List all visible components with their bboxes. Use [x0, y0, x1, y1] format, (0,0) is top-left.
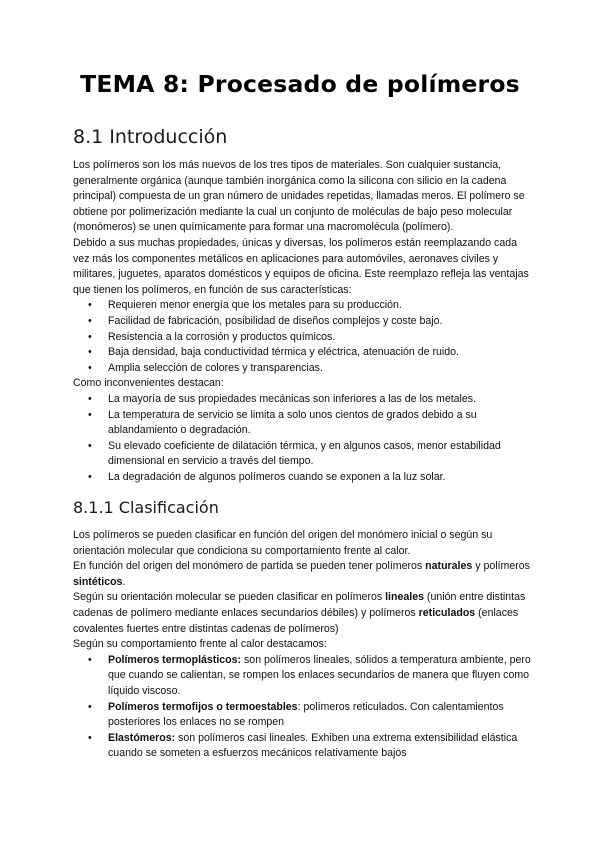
intro-body — [73, 158, 533, 485]
list-item: • Resistencia a la corrosión y productos químicos. — [73, 330, 533, 346]
list-item: • La degradación de algunos polímeros cuando se exponen a la luz solar. — [73, 470, 533, 486]
clas-paragraph-4: Según su comportamiento frente al calor destacamos: — [73, 638, 327, 651]
text-run: : polímeros reticulados. Con calentamientos posteriores los enlaces no se rompen — [108, 700, 504, 729]
text-run: En función del origen del monómero de partida se pueden tener polímeros — [73, 560, 426, 573]
list-item: • Baja densidad, baja conductividad térmica y eléctrica, atenuación de ruido. — [73, 345, 533, 361]
intro-paragraph-3: Como inconvenientes destacan: — [73, 377, 224, 390]
disadvantages-list — [73, 392, 533, 486]
list-item — [73, 731, 533, 762]
bold-term: Polímeros termofijos o termoestables — [108, 700, 298, 713]
advantages-list — [73, 298, 533, 376]
bold-term: sintéticos — [73, 575, 123, 588]
list-item — [73, 700, 533, 731]
intro-paragraph-2: Debido a sus muchas propiedades, únicas y diversas, los polímeros están reemplazando cada vez más los componentes metálicos en aplicaciones para automóviles, aeronaves civiles y militares, juguetes, aparatos domésticos y equipos de oficina. Este reemplazo refleja las ventajas que tienen los polímeros, en función de sus características: — [73, 236, 529, 296]
list-item: • Su elevado coeficiente de dilatación térmica, y en algunos casos, menor estabilidad dimensional en servicio a través del tiempo. — [73, 439, 533, 470]
heat-behaviour-list — [73, 653, 533, 762]
list-item: • Amplia selección de colores y transparencias. — [73, 361, 533, 377]
text-run: . — [122, 575, 126, 588]
heading-clasificacion: 8.1.1 Clasificación — [73, 498, 219, 517]
bold-term: lineales — [385, 591, 424, 604]
clas-paragraph-1: Los polímeros se pueden clasificar en función del origen del monómero inicial o según su orientación molecular que condiciona su comportamiento frente al calor. — [73, 529, 493, 557]
bold-term: Elastómeros: — [108, 731, 176, 744]
bold-term: reticulados — [418, 606, 476, 619]
list-item: • La temperatura de servicio se limita a solo unos cientos de grados debido a su ablandamiento o degradación. — [73, 408, 533, 439]
bold-term: naturales — [425, 560, 473, 573]
bold-term: Polímeros termoplásticos: — [108, 653, 242, 666]
list-item — [73, 653, 533, 700]
intro-paragraph-1: Los polímeros son los más nuevos de los tres tipos de materiales. Son cualquier sustancia, generalmente orgánica (aunque también inorgánica como la silicona con silicio en la cadena principal) compuesta de un gran número de unidades repetidas, llamadas meros. El polímero se obtiene por polimerización mediante la cual un conjunto de moléculas de bajo peso molecular (monómeros) se unen químicamente para formar una macromolécula (polímero). — [73, 159, 525, 234]
clas-paragraph-2 — [73, 559, 533, 590]
page-title: TEMA 8: Procesado de polímeros — [80, 70, 520, 98]
list-item: • Facilidad de fabricación, posibilidad de diseños complejos y coste bajo. — [73, 314, 533, 330]
text-run: (unión entre distintas cadenas de polímero mediante enlaces secundarios débiles) y polímeros — [73, 591, 526, 619]
text-run: son polímeros lineales, sólidos a temperatura ambiente, pero que cuando se calientan, se rompen los enlaces secundarios de manera que fluyen como líquido viscoso. — [108, 653, 531, 697]
list-item: • Requieren menor energía que los metales para su producción. — [73, 298, 533, 314]
text-run: son polímeros casi lineales. Exhiben una extrema extensibilidad elástica cuando se someten a esfuerzos mecánicos relativamente bajos — [108, 731, 518, 760]
text-run: (enlaces covalentes fuertes entre distintas cadenas de polímeros) — [73, 606, 519, 635]
text-run: Según su orientación molecular se pueden clasificar en polímeros — [73, 591, 386, 604]
heading-introduccion: 8.1 Introducción — [73, 126, 228, 148]
clas-paragraph-3 — [73, 590, 533, 637]
list-item: • La mayoría de sus propiedades mecánicas son inferiores a las de los metales. — [73, 392, 533, 408]
clasificacion-body — [73, 528, 533, 762]
text-run: y polímeros — [472, 560, 530, 573]
